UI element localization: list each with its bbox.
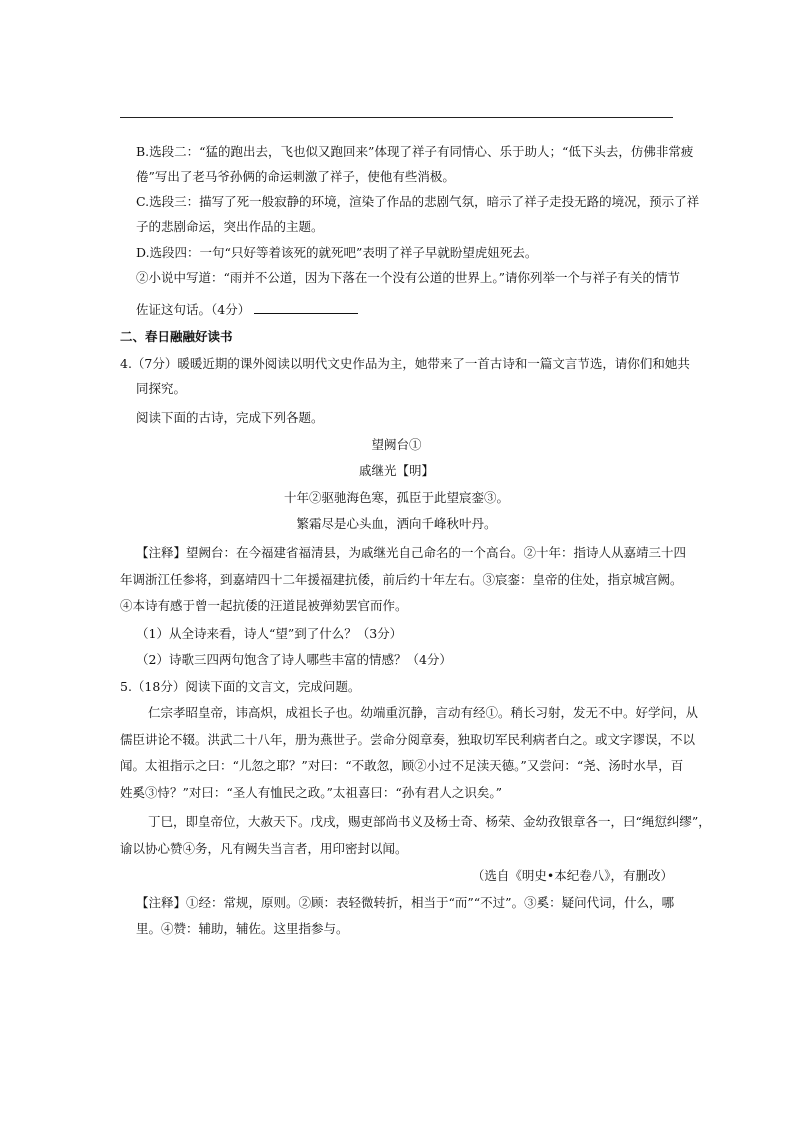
question-4-line2: 同探究。: [136, 381, 187, 396]
passage-line5: 丁巳，即皇帝位，大赦天下。戊戌，赐吏部尚书义及杨士奇、杨荣、金幼孜银章各一，曰“绳愆纠缪”，: [148, 814, 711, 829]
poem-title: 望阙台①: [371, 437, 422, 452]
poem-line2: 繁霜尽是心头血，洒向千峰秋叶丹。: [296, 516, 497, 531]
passage-source: （选自《明史•本纪卷八》，有删改）: [471, 868, 673, 883]
passage-line6: 谕以协心赞④务，凡有阙失当言者，用印密封以闻。: [120, 841, 408, 856]
option-d-line: D.选段四：一句“只好等着该死的就死吧”表明了祥子早就盼望虎妞死去。: [136, 245, 538, 260]
passage-line4: 姓奚③恃？”对曰：“圣人有恤民之政。”太祖喜曰：“孙有君人之识矣。”: [120, 785, 502, 800]
question-2-line1: ②小说中写道：“雨并不公道，因为下落在一个没有公道的世界上。”请你列举一个与祥子有关的情节: [136, 270, 681, 285]
poem-question-2: （2）诗歌三四两句饱含了诗人哪些丰富的情感？（4分）: [136, 652, 452, 667]
question-2-text: 佐证这句话。（4分）: [136, 302, 251, 317]
poem-question-1: （1）从全诗来看，诗人“望”到了什么？（3分）: [136, 626, 403, 641]
question-2-line2: [136, 301, 358, 318]
answer-blank[interactable]: [254, 301, 358, 314]
passage-notes-line1: 【注释】①经：常规，原则。②顾：表轻微转折，相当于“而”“不过”。③奚：疑问代词，什么，哪: [136, 895, 675, 910]
option-b-line1: B.选段二：“猛的跑出去，飞也似又跑回来”体现了祥子有同情心、乐于助人；“低下头去，仿佛非常疲: [136, 144, 694, 159]
question-4-line1: 4.（7分）暖暖近期的课外阅读以明代文史作品为主，她带来了一首古诗和一篇文言节选，请你们和她共: [120, 356, 690, 371]
option-b-line2: 倦”写出了老马爷孙俩的命运刺激了祥子，使他有些消极。: [136, 169, 455, 184]
poem-author: 戚继光【明】: [358, 463, 434, 478]
poem-instruction: 阅读下面的古诗，完成下列各题。: [136, 410, 324, 425]
poem-line1: 十年②驱驰海色寒，孤臣于此望宸銮③。: [283, 490, 509, 505]
question-5-heading: 5.（18分）阅读下面的文言文，完成问题。: [120, 679, 361, 694]
option-c-line2: 子的悲剧命运，突出作品的主题。: [136, 219, 324, 234]
poem-notes-line3: ④本诗有感于曾一起抗倭的汪道昆被弹劾罢官而作。: [120, 598, 408, 613]
passage-line2: 儒臣讲论不辍。洪武二十八年，册为燕世子。尝命分阅章奏，独取切军民利病者白之。或文字谬误，不以: [120, 732, 696, 747]
poem-notes-line2: 年调浙江任参将，到嘉靖四十二年援福建抗倭，前后约十年左右。③宸銮：皇帝的住处，指京城宫阙。: [120, 572, 683, 587]
section-2-heading: 二、春日融融好读书: [120, 329, 233, 344]
passage-line1: 仁宗孝昭皇帝，讳高炽，成祖长子也。幼端重沉静，言动有经①。稍长习射，发无不中。好学问，从: [148, 705, 699, 720]
header-rule: [120, 117, 673, 118]
option-c-line1: C.选段三：描写了死一般寂静的环境，渲染了作品的悲剧气氛，暗示了祥子走投无路的境况，预示了祥: [136, 194, 700, 209]
poem-notes-line1: 【注释】望阙台：在今福建省福清县，为戚继光自己命名的一个高台。②十年：指诗人从嘉靖三十四: [136, 545, 687, 560]
passage-line3: 闻。太祖指示之曰：“儿忽之耶？”对曰：“不敢忽，顾②小过不足渎天德。”又尝问：“尧、汤时水旱，百: [120, 758, 684, 773]
passage-notes-line2: 里。④赞：辅助，辅佐。这里指参与。: [136, 921, 349, 936]
